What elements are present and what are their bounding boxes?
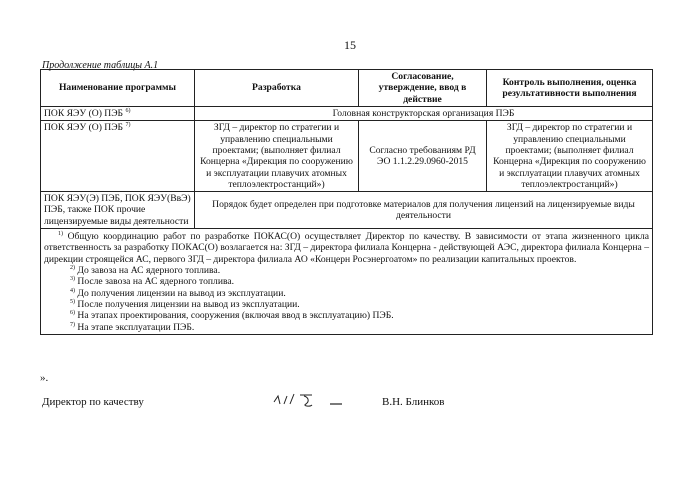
- header-approval: Согласование, утверждение, ввод в действие: [359, 70, 487, 107]
- footnote: $^{7)}$ На этапе эксплуатации ПЭБ.: [70, 321, 195, 333]
- development-cell: ЗГД – директор по стратегии и управлению специальными проектами; (выполняет филиал Концерна «Дирекция по сооружению и эксплуатации плавучих атомных теплоэлектростанций»): [195, 121, 359, 192]
- programs-table: [40, 69, 653, 335]
- header-program-name: Наименование программы: [41, 70, 195, 107]
- program-name-cell: ПОК ЯЭУ(Э) ПЭБ, ПОК ЯЭУ(ВвЭ) ПЭБ, также ПОК прочие лицензируемые виды деятельности: [41, 192, 195, 229]
- merged-cell: Порядок будет определен при подготовке материалов для получения лицензий на лицензируемые виды деятельности: [195, 192, 653, 229]
- closing-quote: ».: [40, 372, 49, 384]
- table-row: [41, 192, 653, 229]
- footnote: $^{1)}$ Общую координацию работ по разработке ПОКАС(О) осуществляет Директор по качеству. В зависимости от этапа жизненного цикла ответственность за разработку ПОКАС(О) возлагается на: ЗГД – директора филиала Концерна - действующей АЭС, директора филиала Концерна – дирекции строящейся АС, первого ЗГД – директора филиала АО «Концерн Росэнергоатом» по реализации капитальных проектов.: [44, 230, 649, 265]
- approval-cell: Согласно требованиям РД ЭО 1.1.2.29.0960-2015: [359, 121, 487, 192]
- notes-row: [41, 229, 653, 335]
- signer-role: Директор по качеству: [42, 396, 144, 408]
- footnote: $^{4)}$ До получения лицензии на вывод из эксплуатации.: [70, 287, 286, 299]
- signer-name: В.Н. Блинков: [382, 396, 445, 408]
- header-row: [41, 70, 653, 107]
- program-name-cell: ПОК ЯЭУ (О) ПЭБ $^{7)}$: [41, 121, 195, 192]
- header-development: Разработка: [195, 70, 359, 107]
- footnote: $^{2)}$ До завоза на АС ядерного топлива.: [70, 264, 221, 276]
- page-number: 15: [344, 38, 356, 52]
- merged-cell: Головная конструкторская организация ПЭБ: [195, 106, 653, 120]
- handwritten-signature: [272, 388, 367, 412]
- table-caption: Продолжение таблицы А.1: [42, 60, 159, 71]
- control-cell: ЗГД – директор по стратегии и управлению специальными проектами; (выполняет филиал Концерна «Дирекция по сооружению и эксплуатации плавучих атомных теплоэлектростанций»): [487, 121, 653, 192]
- table-row: [41, 121, 653, 192]
- footnote: $^{3)}$ После завоза на АС ядерного топлива.: [70, 276, 235, 288]
- footnote: $^{6)}$ На этапах проектирования, сооружения (включая ввод в эксплуатацию) ПЭБ.: [70, 310, 394, 322]
- footnotes-cell: [41, 229, 653, 335]
- header-control: Контроль выполнения, оценка результативности выполнения: [487, 70, 653, 107]
- table-row: [41, 106, 653, 120]
- program-name-cell: ПОК ЯЭУ (О) ПЭБ $^{6)}$: [41, 106, 195, 120]
- footnote: $^{5)}$ После получения лицензии на вывод из эксплуатации.: [70, 298, 300, 310]
